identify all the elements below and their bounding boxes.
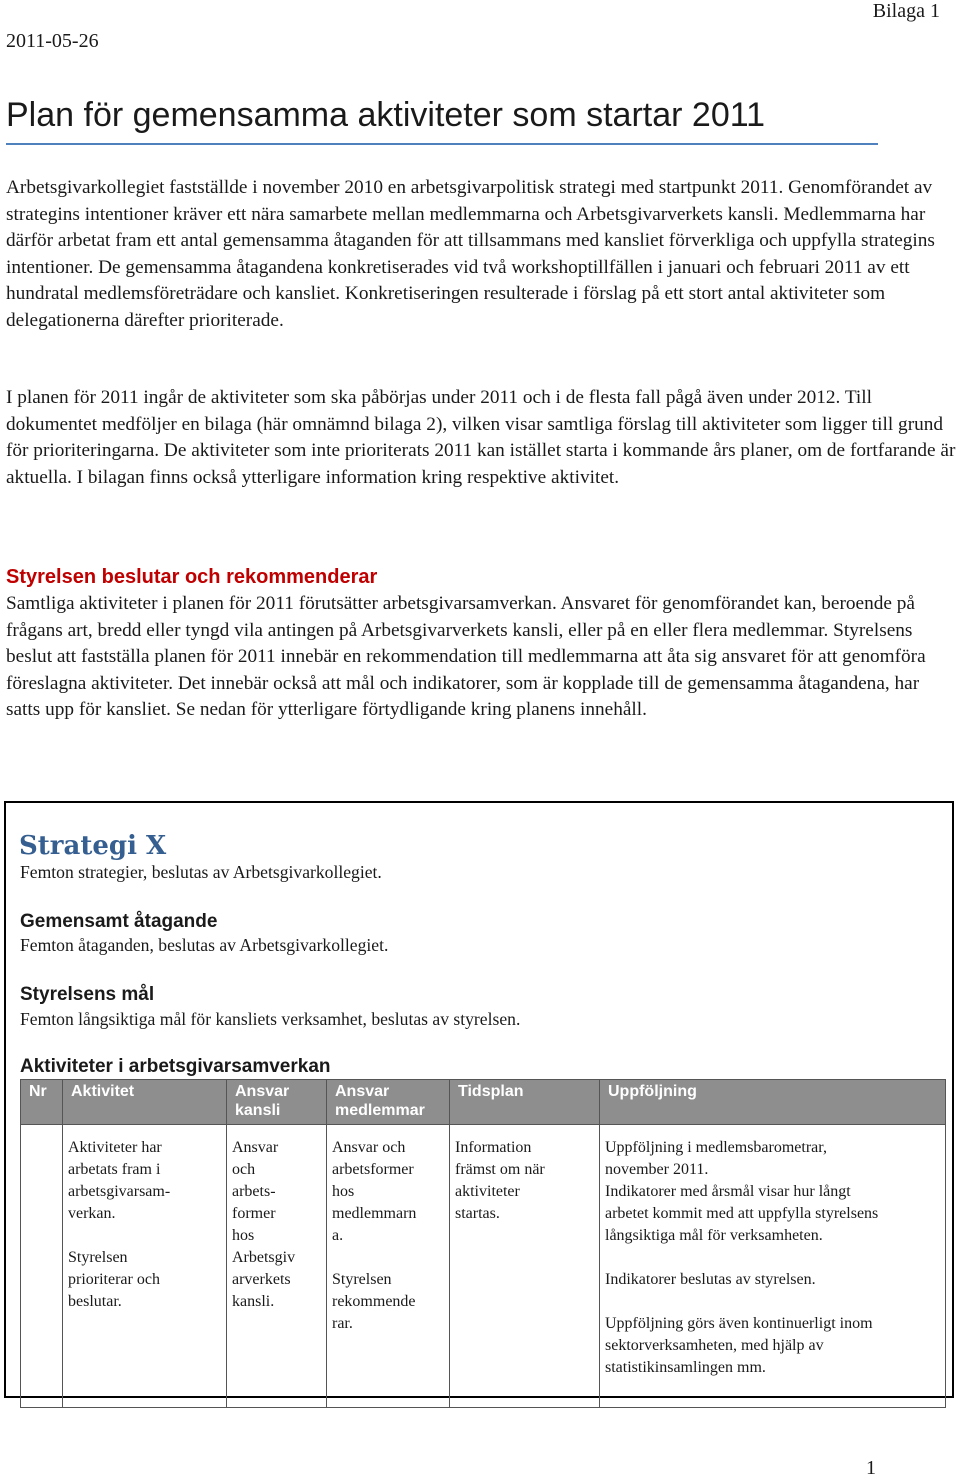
aktiviteter-heading: Aktiviteter i arbetsgivarsamverkan xyxy=(20,1056,331,1077)
col-header-aktivitet: Aktivitet xyxy=(63,1080,227,1125)
atagande-heading: Gemensamt åtagande xyxy=(20,911,218,932)
col-header-ansvar-medlemmar: Ansvar medlemmar xyxy=(327,1080,450,1125)
cell-tidsplan: Information främst om när aktiviteter startas. xyxy=(450,1125,600,1408)
table-header-row xyxy=(21,1080,946,1125)
cell-aktivitet: Aktiviteter har arbetats fram i arbetsgivarsam- verkan. Styrelsen prioriterar och beslutar. xyxy=(63,1125,227,1408)
intro-paragraph: Arbetsgivarkollegiet fastställde i november 2010 en arbetsgivarpolitisk strategi med startpunkt 2011. Genomförandet av strategins intentioner kräver ett nära samarbete mellan medlemmarna och Arbetsgivarverkets kansli. Medlemmarna har därför arbetat fram ett antal gemensamma åtaganden för att tillsammans med kansliet förverkliga och uppfylla strategins intentioner. De gemensamma åtagandena konkretiserades vid två workshoptillfällen i januari och februari 2011 av ett hundratal medlemsföreträdare och kansliet. Konkretiseringen resulterade i förslag på ett stort antal aktiviteter som delegationerna därefter prioriterade. xyxy=(6,177,935,331)
plan-paragraph: I planen för 2011 ingår de aktiviteter som ska påbörjas under 2011 och i de flesta fall pågå även under 2012. Till dokumentet medföljer en bilaga (här omnämnd bilaga 2), vilken visar samtliga förslag till aktiviteter som ligger till grund för prioriteringarna. De aktiviteter som inte prioriterats 2011 kan istället starta i kommande års planer, om de fortfarande är aktuella. I bilagan finns också ytterligare information kring respektive aktivitet. xyxy=(6,387,956,488)
document-date: 2011-05-26 xyxy=(6,30,99,52)
col-header-uppfoljning: Uppföljning xyxy=(600,1080,946,1125)
attachment-label: Bilaga 1 xyxy=(872,0,940,22)
atagande-text: Femton åtaganden, beslutas av Arbetsgivarkollegiet. xyxy=(20,935,389,955)
cell-ansvar-medlemmar: Ansvar och arbetsformer hos medlemmarn a. Styrelsen rekommende rar. xyxy=(327,1125,450,1408)
strategi-title: Strategi X xyxy=(19,831,167,861)
styrelsen-heading: Styrelsen beslutar och rekommenderar xyxy=(6,566,378,588)
table-row xyxy=(21,1125,946,1408)
col-header-nr: Nr xyxy=(21,1080,63,1125)
strategi-text: Femton strategier, beslutas av Arbetsgivarkollegiet. xyxy=(20,862,382,882)
title-underline xyxy=(6,143,878,145)
mal-heading: Styrelsens mål xyxy=(20,984,155,1005)
cell-uppfoljning: Uppföljning i medlemsbarometrar, november 2011. Indikatorer med årsmål visar hur långt arbetet kommit med att uppfylla styrelsens långsiktiga mål för verksamheten. Indikatorer beslutas av styrelsen. Uppföljning görs även kontinuerligt inom sektorverksamheten, med hjälp av statistikinsamlingen mm. xyxy=(600,1125,946,1408)
activities-table xyxy=(20,1079,946,1408)
cell-ansvar-kansli: Ansvar och arbets- former hos Arbetsgiv arverkets kansli. xyxy=(227,1125,327,1408)
col-header-ansvar-kansli: Ansvar kansli xyxy=(227,1080,327,1125)
styrelsen-paragraph: Samtliga aktiviteter i planen för 2011 förutsätter arbetsgivarsamverkan. Ansvaret för genomförandet kan, beroende på frågans art, bredd eller tyngd vila antingen på Arbetsgivarverkets kansli, eller på en eller flera medlemmar. Styrelsens beslut att fastställa planen för 2011 innebär en rekommendation till medlemmarna att åta sig ansvaret för att genomföra föreslagna aktiviteter. Det innebär också att mål och indikatorer, som är kopplade till de gemensamma åtagandena, har satts upp för kansliet. Se nedan för ytterligare förtydligande kring planens innehåll. xyxy=(6,593,926,721)
cell-nr xyxy=(21,1125,63,1408)
page-number: 1 xyxy=(866,1457,876,1479)
page-title: Plan för gemensamma aktiviteter som startar 2011 xyxy=(6,96,766,134)
mal-text: Femton långsiktiga mål för kansliets verksamhet, beslutas av styrelsen. xyxy=(20,1009,521,1029)
col-header-tidsplan: Tidsplan xyxy=(450,1080,600,1125)
